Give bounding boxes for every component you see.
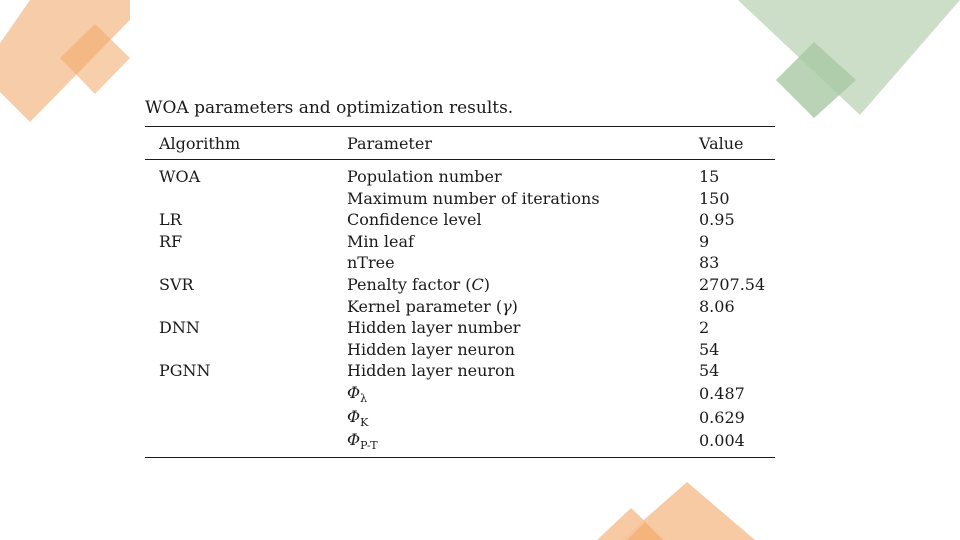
table-row <box>145 188 775 210</box>
cell-parameter <box>347 429 699 457</box>
table-row <box>145 274 775 296</box>
header-parameter: Parameter <box>347 133 432 153</box>
parameter-symbol: Φ <box>347 430 361 450</box>
table-row <box>145 252 775 274</box>
cell-parameter: Hidden layer number <box>347 318 521 338</box>
table-row <box>145 231 775 253</box>
cell-algorithm: DNN <box>159 318 200 338</box>
cell-value: 0.004 <box>699 431 745 451</box>
cell-algorithm <box>145 296 347 318</box>
table-caption: WOA parameters and optimization results. <box>145 98 514 118</box>
header-value: Value <box>699 133 744 153</box>
cell-parameter <box>347 406 699 430</box>
cell-parameter: Population number <box>347 167 502 186</box>
table-row <box>145 360 775 382</box>
cell-parameter <box>347 382 699 406</box>
parameter-subscript: λ <box>360 391 368 405</box>
parameter-symbol: Φ <box>347 406 361 426</box>
cell-value: 0.487 <box>699 383 745 403</box>
cell-algorithm <box>145 382 347 406</box>
parameters-table-container <box>145 126 775 458</box>
table-row <box>145 406 775 430</box>
table-row <box>145 317 775 339</box>
decoration-top-right-diamonds-icon <box>730 0 960 120</box>
cell-value: 83 <box>699 253 720 273</box>
parameter-symbol: γ <box>502 296 512 316</box>
cell-algorithm <box>145 339 347 361</box>
cell-value: 2 <box>699 318 710 338</box>
cell-algorithm: SVR <box>159 274 194 294</box>
cell-parameter: Hidden layer neuron <box>347 339 515 359</box>
parameter-suffix: ) <box>483 274 490 294</box>
cell-parameter: Maximum number of iterations <box>347 188 600 208</box>
cell-algorithm <box>145 429 347 457</box>
parameter-subscript: P-T <box>360 439 378 453</box>
cell-algorithm <box>145 252 347 274</box>
parameters-table <box>145 126 775 458</box>
parameter-suffix: ) <box>511 296 518 316</box>
table-row <box>145 339 775 361</box>
table-row <box>145 429 775 457</box>
cell-value: 54 <box>699 361 720 381</box>
cell-value: 15 <box>699 167 720 186</box>
parameter-symbol: C <box>471 274 484 294</box>
cell-algorithm: RF <box>159 231 183 251</box>
table-row <box>145 160 775 188</box>
cell-algorithm: PGNN <box>159 361 211 381</box>
header-algorithm: Algorithm <box>159 133 241 153</box>
cell-value: 9 <box>699 231 710 251</box>
parameter-symbol: Φ <box>347 382 361 402</box>
cell-value: 54 <box>699 339 720 359</box>
cell-parameter: Confidence level <box>347 210 482 230</box>
table-row <box>145 209 775 231</box>
cell-algorithm: WOA <box>159 167 201 186</box>
decoration-bottom-diamonds-icon <box>595 478 775 540</box>
cell-parameter: nTree <box>347 253 395 273</box>
cell-value: 2707.54 <box>699 274 766 294</box>
table-header-row <box>145 127 775 160</box>
cell-parameter: Hidden layer neuron <box>347 361 515 381</box>
parameter-text: Penalty factor ( <box>347 274 472 294</box>
cell-algorithm <box>145 406 347 430</box>
parameter-text: Kernel parameter ( <box>347 296 503 316</box>
cell-value: 0.95 <box>699 210 735 230</box>
table-row <box>145 382 775 406</box>
cell-value: 0.629 <box>699 407 745 427</box>
cell-parameter <box>347 296 699 318</box>
cell-value: 150 <box>699 188 730 208</box>
cell-algorithm: LR <box>159 210 182 230</box>
cell-parameter <box>347 274 699 296</box>
table-row <box>145 296 775 318</box>
cell-algorithm <box>145 188 347 210</box>
table-body <box>145 160 775 458</box>
cell-value: 8.06 <box>699 296 735 316</box>
parameter-subscript: K <box>360 415 369 429</box>
cell-parameter: Min leaf <box>347 231 414 251</box>
decoration-top-left-diamonds-icon <box>0 0 140 130</box>
